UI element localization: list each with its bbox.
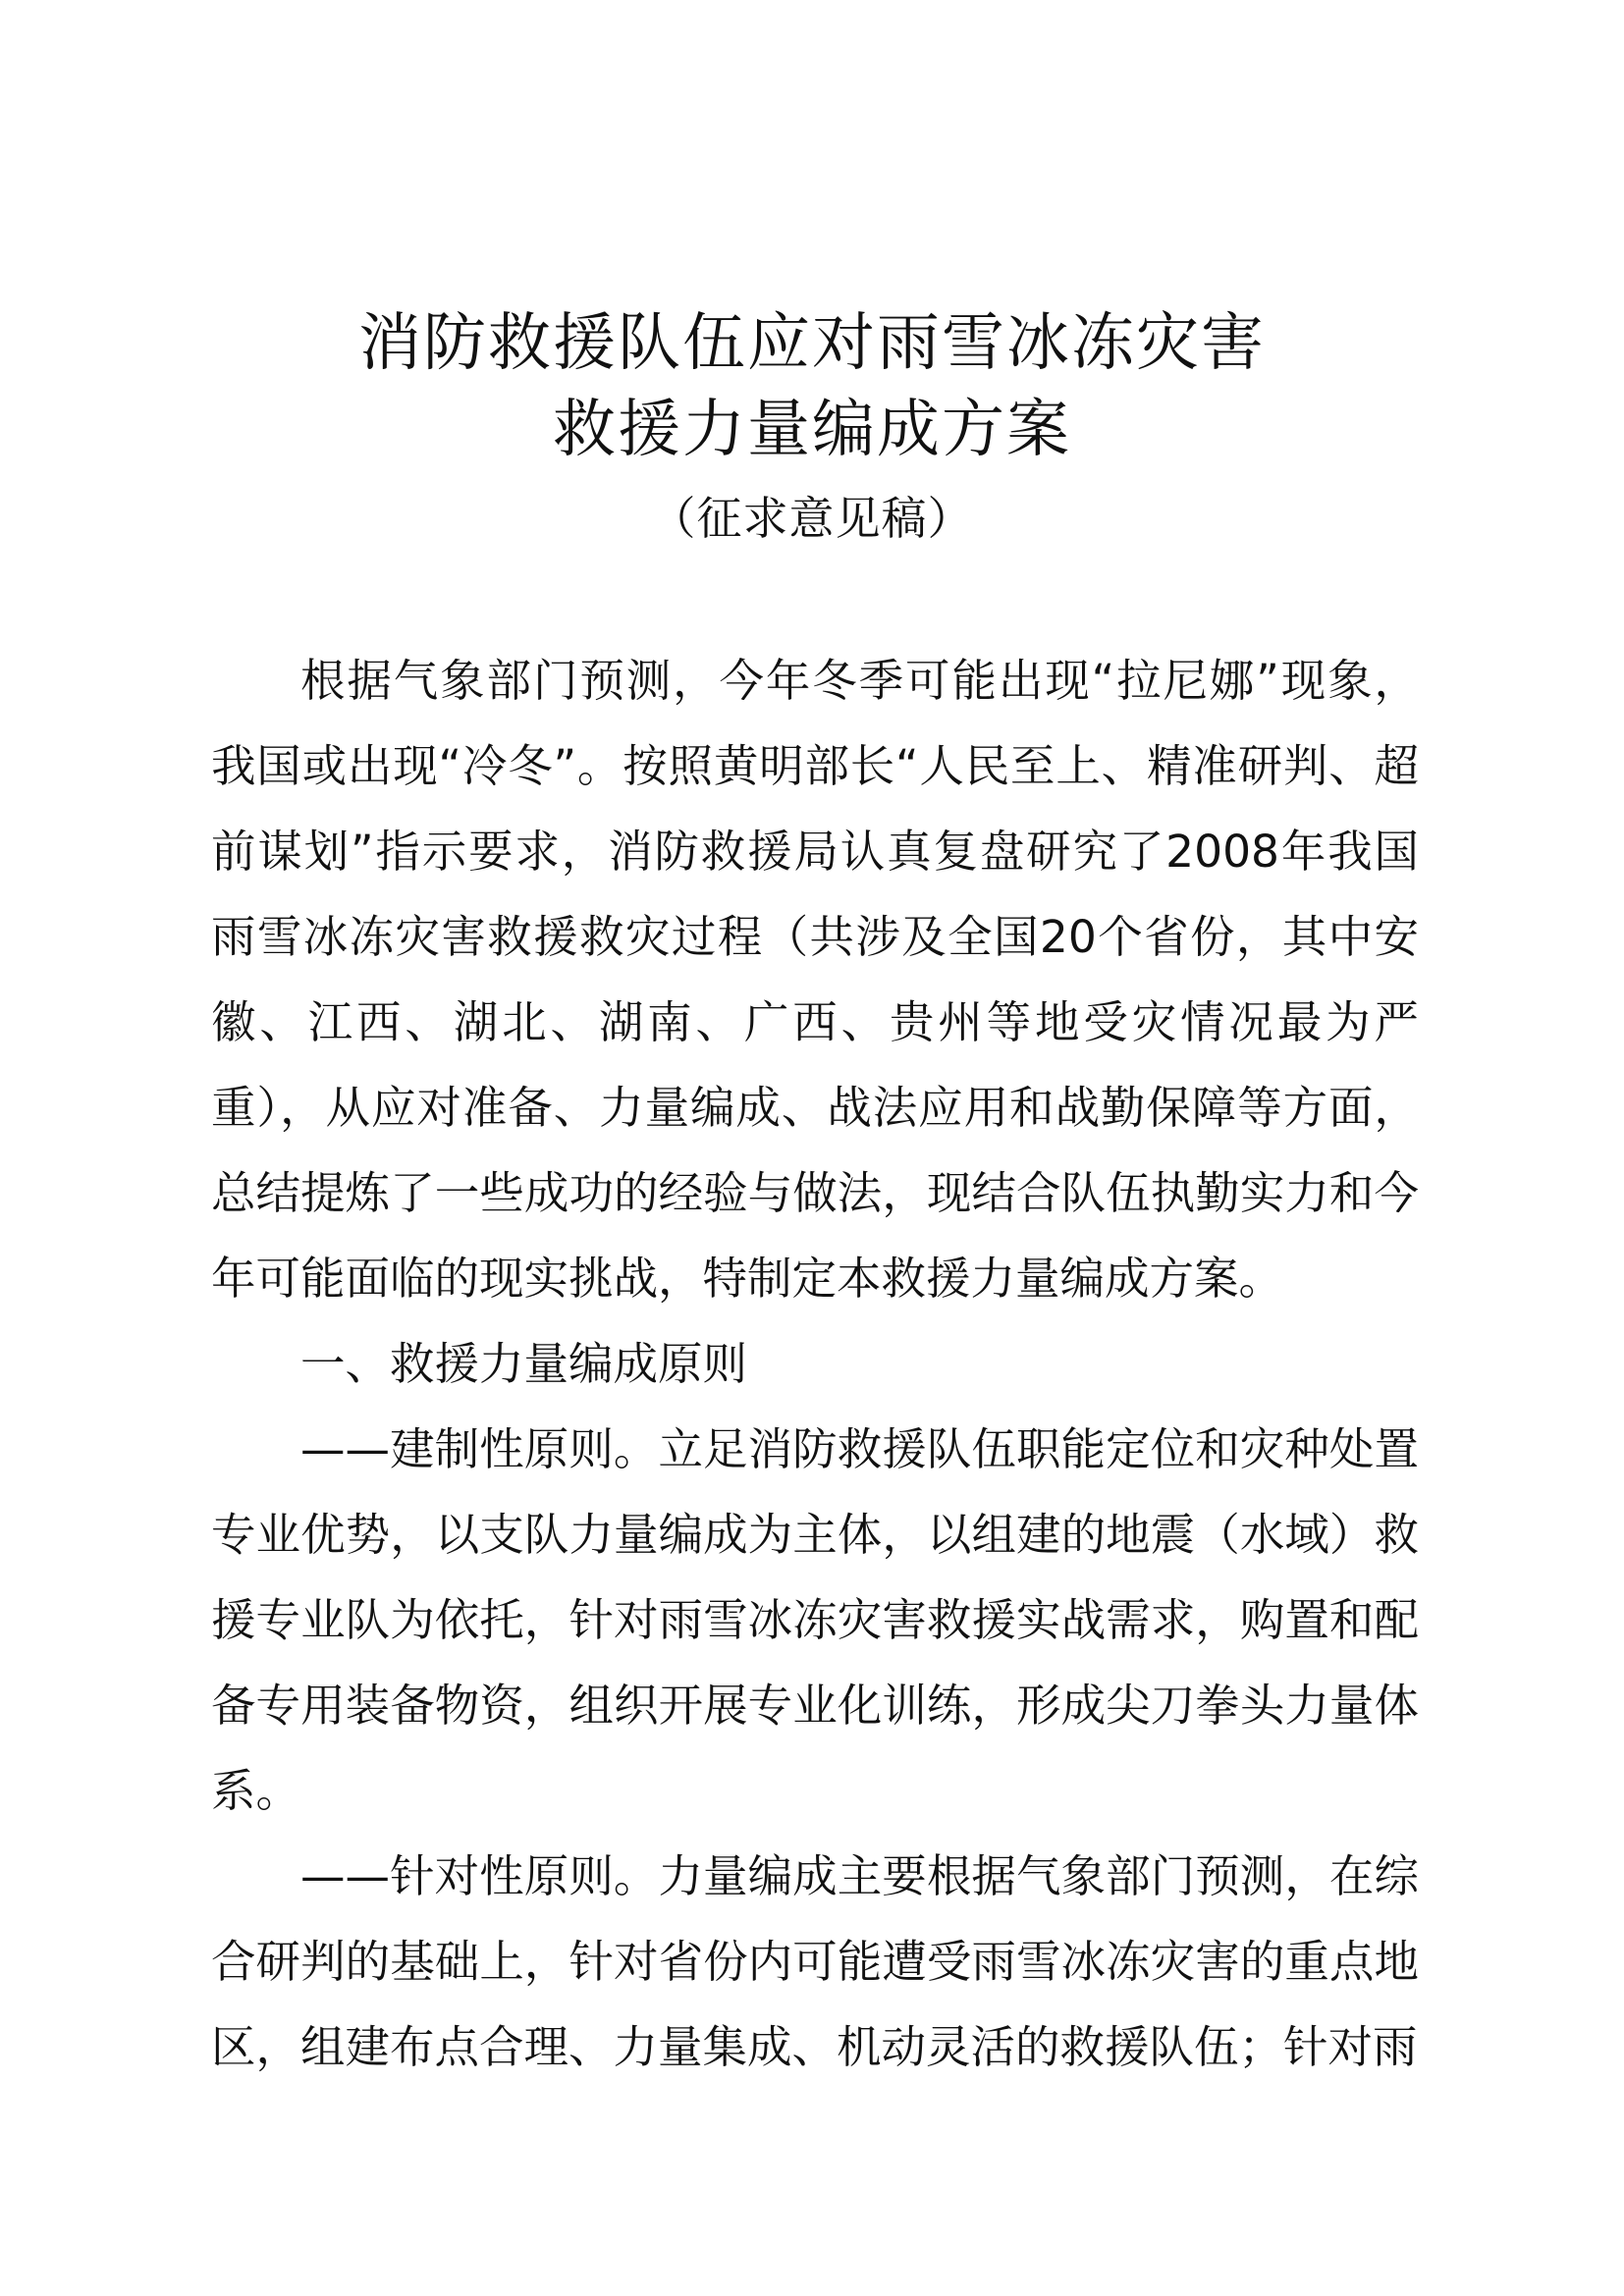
document-title-line-2: 救援力量编成方案 xyxy=(553,394,1071,466)
principle-paragraph-2: ——针对性原则。力量编成主要根据气象部门预测，在综合研判的基础上，针对省份内可能遭受雨雪冰冻灾害的重点地区，组建布点合理、力量集成、机动灵活的救援队伍；针对雨 xyxy=(211,1850,1419,2073)
document-body xyxy=(211,638,1419,2090)
principle-paragraph-1: ——建制性原则。立足消防救援队伍职能定位和灾种处置专业优势，以支队力量编成为主体，以组建的地震（水域）救援专业队为依托，针对雨雪冰冻灾害救援实战需求，购置和配备专用装备物资，组织开展专业化训练，形成尖刀拳头力量体系。 xyxy=(211,1423,1419,1817)
intro-paragraph: 根据气象部门预测，今年冬季可能出现“拉尼娜”现象，我国或出现“冷冬”。按照黄明部长“人民至上、精准研判、超前谋划”指示要求，消防救援局认真复盘研究了2008年我国雨雪冰冻灾害救援救灾过程（共涉及全国20个省份，其中安徽、江西、湖北、湖南、广西、贵州等地受灾情况最为严重），从应对准备、力量编成、战法应用和战勤保障等方面，总结提炼了一些成功的经验与做法，现结合队伍执勤实力和今年可能面临的现实挑战，特制定本救援力量编成方案。 xyxy=(211,655,1419,1305)
document-title-line-1: 消防救援队伍应对雨雪冰冻灾害 xyxy=(358,307,1266,380)
document-subtitle: （征求意见稿） xyxy=(650,492,974,545)
title-block xyxy=(0,300,1624,548)
section-heading: 一、救援力量编成原则 xyxy=(300,1338,748,1390)
